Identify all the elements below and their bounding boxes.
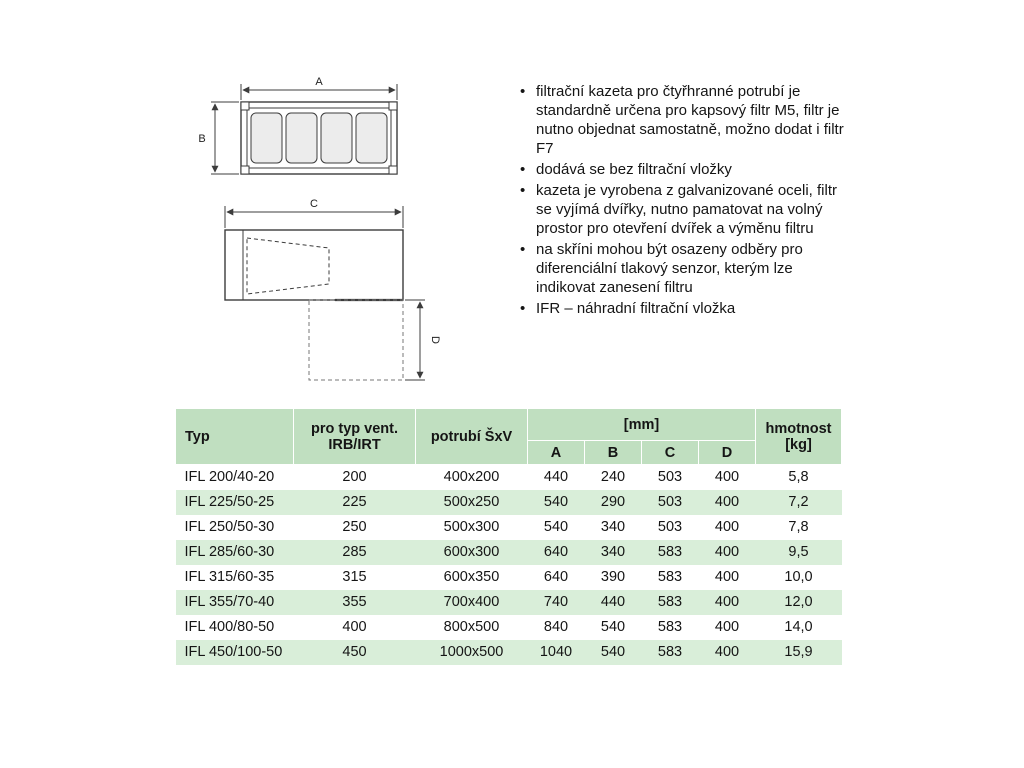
cell-value: 840 [528, 615, 585, 640]
header-potrubi: potrubí ŠxV [416, 409, 528, 465]
cell-value: 640 [528, 540, 585, 565]
dimension-b [211, 102, 239, 174]
header-typ: Typ [176, 409, 294, 465]
cell-value: 400 [699, 540, 756, 565]
table-row [176, 540, 842, 565]
header-hmotnost-line2: [kg] [785, 436, 812, 453]
table-row [176, 590, 842, 615]
table-row [176, 465, 842, 490]
cell-typ: IFL 315/60-35 [176, 565, 294, 590]
cell-typ: IFL 250/50-30 [176, 515, 294, 540]
feature-item: • filtrační kazeta pro čtyřhranné potrubí je standardně určena pro kapsový filtr M5, filtr je nutno objednat samostatně, možno dodat i filtr F7 [518, 82, 850, 158]
cell-value: 540 [528, 490, 585, 515]
feature-item: • dodává se bez filtrační vložky [518, 160, 850, 179]
cell-value: 390 [585, 565, 642, 590]
cell-value: 7,8 [756, 515, 842, 540]
header-col-c: C [642, 441, 699, 465]
table-row [176, 515, 842, 540]
cell-value: 315 [294, 565, 416, 590]
front-view [241, 102, 397, 174]
door-swing-outline [309, 300, 403, 380]
table-row [176, 615, 842, 640]
cell-value: 540 [585, 615, 642, 640]
header-hmotnost [756, 409, 842, 465]
cell-value: 400 [699, 565, 756, 590]
header-vent [294, 409, 416, 465]
cell-value: 340 [585, 540, 642, 565]
cell-typ: IFL 355/70-40 [176, 590, 294, 615]
cell-value: 800x500 [416, 615, 528, 640]
table-row [176, 640, 842, 665]
cell-value: 225 [294, 490, 416, 515]
feature-item: • na skříni mohou být osazeny odběry pro diferenciální tlakový senzor, kterým lze indikovat zanesení filtru [518, 240, 850, 297]
cell-value: 600x300 [416, 540, 528, 565]
cell-value: 583 [642, 540, 699, 565]
cell-value: 440 [585, 590, 642, 615]
cell-value: 583 [642, 615, 699, 640]
cell-value: 400 [699, 640, 756, 665]
cell-value: 600x350 [416, 565, 528, 590]
dimension-d [405, 300, 425, 380]
cell-value: 1040 [528, 640, 585, 665]
cell-value: 5,8 [756, 465, 842, 490]
header-vent-line2: IRB/IRT [328, 436, 381, 453]
table-row [176, 490, 842, 515]
cell-value: 14,0 [756, 615, 842, 640]
table-body [176, 465, 842, 665]
cell-value: 15,9 [756, 640, 842, 665]
cell-value: 12,0 [756, 590, 842, 615]
cell-value: 640 [528, 565, 585, 590]
technical-drawing [185, 72, 465, 407]
cell-typ: IFL 450/100-50 [176, 640, 294, 665]
cell-value: 400 [699, 465, 756, 490]
cell-value: 503 [642, 490, 699, 515]
cell-value: 7,2 [756, 490, 842, 515]
header-mm-group: [mm] [528, 409, 756, 441]
cell-value: 340 [585, 515, 642, 540]
cell-value: 540 [528, 515, 585, 540]
cell-value: 10,0 [756, 565, 842, 590]
cell-value: 583 [642, 565, 699, 590]
side-view [225, 230, 403, 300]
cell-value: 1000x500 [416, 640, 528, 665]
cell-typ: IFL 400/80-50 [176, 615, 294, 640]
cell-typ: IFL 285/60-30 [176, 540, 294, 565]
header-col-d: D [699, 441, 756, 465]
header-hmotnost-line1: hmotnost [765, 420, 832, 437]
cell-value: 503 [642, 515, 699, 540]
filter-cassette-drawing [185, 72, 465, 407]
feature-item: • IFR – náhradní filtrační vložka [518, 299, 850, 318]
dim-label-d: D [429, 336, 441, 344]
table-row [176, 565, 842, 590]
cell-value: 400x200 [416, 465, 528, 490]
cell-value: 285 [294, 540, 416, 565]
cell-value: 503 [642, 465, 699, 490]
cell-value: 290 [585, 490, 642, 515]
feature-item: • kazeta je vyrobena z galvanizované oceli, filtr se vyjímá dvířky, nutno pamatovat na volný prostor pro otevření dvířek a výměnu filtru [518, 181, 850, 238]
cell-value: 400 [294, 615, 416, 640]
cell-value: 500x250 [416, 490, 528, 515]
cell-value: 740 [528, 590, 585, 615]
cell-value: 583 [642, 590, 699, 615]
cell-value: 440 [528, 465, 585, 490]
cell-typ: IFL 200/40-20 [176, 465, 294, 490]
header-col-a: A [528, 441, 585, 465]
cell-value: 400 [699, 515, 756, 540]
cell-value: 583 [642, 640, 699, 665]
cell-value: 250 [294, 515, 416, 540]
cell-value: 355 [294, 590, 416, 615]
spec-table [175, 408, 842, 665]
cell-value: 400 [699, 490, 756, 515]
cell-value: 240 [585, 465, 642, 490]
header-vent-line1: pro typ vent. [310, 420, 398, 437]
dim-label-b: B [198, 133, 206, 145]
feature-list [518, 82, 850, 320]
header-col-b: B [585, 441, 642, 465]
cell-value: 500x300 [416, 515, 528, 540]
cell-value: 700x400 [416, 590, 528, 615]
dim-label-c: C [310, 198, 318, 210]
cell-value: 400 [699, 615, 756, 640]
cell-typ: IFL 225/50-25 [176, 490, 294, 515]
cell-value: 200 [294, 465, 416, 490]
dim-label-a: A [315, 76, 323, 88]
cell-value: 450 [294, 640, 416, 665]
cell-value: 540 [585, 640, 642, 665]
cell-value: 400 [699, 590, 756, 615]
cell-value: 9,5 [756, 540, 842, 565]
